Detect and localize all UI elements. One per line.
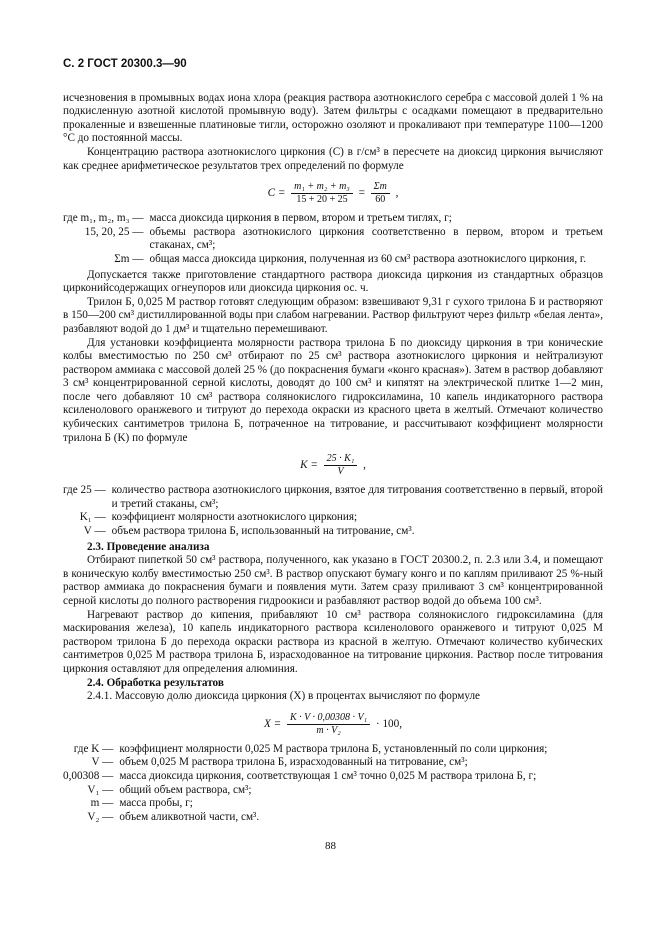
paragraph-8: 2.4.1. Массовую долю диоксида циркония (X) в процентах вычисляют по формуле (87, 690, 480, 703)
formula-3-tail: · 100, (375, 717, 403, 730)
def-2-text-1: количество раствора азотнокислого циркония, взятое для титрования соответственно в первый, второй и третий стаканы, см³; (111, 484, 603, 510)
page-header: С. 2 ГОСТ 20300.3—90 (63, 58, 187, 70)
formula-1-fraction-b (371, 181, 390, 206)
formula-2-numerator: 25 · K₁ (324, 453, 358, 466)
def-3-text-5: масса пробы, г; (119, 797, 193, 810)
page-number: 88 (325, 840, 336, 852)
paragraph-1: исчезновения в промывных водах иона хлора (реакция раствора азотнокислого серебра с массовой долей 1 % на подкисленную азотной кислотой промывную воду). Затем фильтры с осадками помещают в предварительно прокаленные и взвешенные платиновые тигли, осторожно озоляют и прокаливают при температуре 1100—1200 °С до постоянной массы. (63, 91, 603, 145)
paragraph-3: Допускается также приготовление стандартного раствора диоксида циркония из стандартных образцов цирконийсодержащих огнеупоров или диоксида циркония ос. ч. (63, 268, 603, 295)
def-3-text-4: общий объем раствора, см³; (119, 783, 252, 796)
def-3-term-1: где K — (73, 742, 114, 755)
formula-zirconia-fraction (63, 712, 603, 737)
paragraph-5: Для установки коэффициента молярности раствора трилона Б по диоксиду циркония в три конические колбы вместимостью по 250 см³ отбирают по 25 см³ раствора азотнокислого циркония и нейтрализуют раствором аммиака с массовой долей 25 % (до покраснения бумаги «конго красная»). Затем в раствор добавляют 3 см³ концентрированной серной кислоты, доводят до 100 см³ и кипятят на электрической плитке 1—2 мин, после чего добавляют 10 см³ раствора солянокислого гидроксиламина, 10 капель индикаторного раствора ксиленолового оранжевого и титруют до перехода окраски из красного цвета в желтый. Отмечают количество кубических сантиметров трилона Б, потраченное на титрование, и рассчитывают коэффициент молярности трилона Б (K) по формуле (63, 336, 603, 444)
def-1-text-1: масса диоксида циркония в первом, втором и третьем тиглях, г; (149, 212, 452, 225)
paragraph-6: Отбирают пипеткой 50 см³ раствора, полученного, как указано в ГОСТ 20300.2, п. 2.3 или 3.4, и помещают в коническую колбу вместимостью 250 см³. В раствор опускают бумагу конго и по каплям приливают 25 %-ный раствор аммиака до покраснения бумаги и появления мути. Затем сразу приливают 3 см³ концентрированной серной кислоты до полного растворения гидроокиси и разбавляют раствор водой до объема 100 см³. (63, 554, 603, 607)
def-3-term-3: 0,00308 — (63, 769, 114, 782)
section-2-4-heading: 2.4. Обработка результатов (87, 676, 224, 689)
formula-3-fraction (287, 712, 370, 737)
paragraph-4: Трилон Б, 0,025 М раствор готовят следующим образом: взвешивают 9,31 г сухого трилона Б и растворяют в 150—200 см³ дистиллированной воды при слабом нагревании. Раствор фильтруют через фильтр «белая лента», разбавляют водой до 1 дм³ и тщательно перемешивают. (63, 295, 603, 335)
def-3-term-2: V — (91, 756, 114, 769)
document-page (63, 58, 603, 826)
formula-3-numerator: K · V · 0,00308 · V₁ (287, 712, 370, 725)
formula-1-equals: = (358, 187, 365, 200)
formula-1-fraction-a (291, 181, 353, 206)
def-1-text-2: объемы раствора азотнокислого циркония соответственно в первом, втором и третьем стаканах, см³; (149, 225, 603, 252)
formula-3-denominator: m · V₂ (316, 724, 341, 736)
formula-1-denominator-a: 15 + 20 + 25 (296, 194, 348, 206)
formula-3-lhs: X = (263, 717, 282, 730)
def-1-term-1: где m₁, m₂, m₃ — (63, 212, 144, 225)
def-1-term-3: Σm — (114, 252, 144, 265)
formula-2-lhs: K = (300, 459, 318, 472)
def-1-term-2: 15, 20, 25 — (84, 225, 144, 238)
def-3-text-3: масса диоксида циркония, соответствующая 1 см³ точно 0,025 М раствора трилона Б, г; (119, 769, 537, 782)
definitions-1 (63, 212, 603, 266)
definitions-3 (63, 743, 603, 825)
formula-1-denominator-b: 60 (375, 194, 386, 206)
paragraph-2: Концентрацию раствора азотнокислого циркония (C) в г/см³ в пересчете на диоксид циркония вычисляют как среднее арифметическое результатов трех определений по формуле (63, 145, 603, 172)
def-2-text-3: объем раствора трилона Б, использованный на титрование, см³. (111, 525, 415, 538)
formula-1-numerator-b: Σm (371, 181, 390, 194)
def-3-text-1: коэффициент молярности 0,025 М раствора трилона Б, установленный по соли циркония; (119, 742, 548, 755)
def-2-term-3: V — (83, 525, 106, 538)
formula-1-numerator-a: m₁ + m₂ + m₃ (291, 181, 353, 194)
def-3-term-5: m — (90, 797, 114, 810)
formula-concentration (63, 181, 603, 206)
formula-2-denominator: V (337, 466, 344, 478)
formula-molarity (63, 453, 603, 478)
formula-2-fraction (324, 453, 358, 478)
formula-1-lhs: C = (267, 187, 286, 200)
def-2-text-2: коэффициент молярности азотнокислого циркония; (111, 511, 358, 524)
def-1-text-3: общая масса диоксида циркония, полученная из 60 см³ раствора азотнокислого циркония, г. (149, 252, 587, 265)
def-3-term-6: V₂ — (87, 810, 114, 823)
paragraph-7: Нагревают раствор до кипения, прибавляют 10 см³ раствора солянокислого гидроксиламина (для маскирования железа), 10 капель индикаторного раствора ксиленолового оранжевого и титруют 0,025 М раствором трилона Б до перехода окраски раствора из красной в желтую. Отмечают количество кубических сантиметров 0,025 М раствора трилона Б, израсходованное на титрование циркония. Раствор после титрования циркония оставляют для определения алюминия. (63, 608, 603, 675)
formula-1-tail: , (395, 187, 399, 200)
def-3-text-6: объем аликвотной части, см³. (119, 810, 260, 823)
def-2-term-2: K₁ — (79, 511, 106, 524)
def-2-term-1: где 25 — (63, 484, 106, 497)
def-3-term-4: V₁ — (87, 783, 114, 796)
section-2-3-heading: 2.3. Проведение анализа (87, 540, 210, 553)
formula-2-tail: , (363, 459, 366, 472)
definitions-2 (63, 484, 603, 538)
def-3-text-2: объем 0,025 М раствора трилона Б, израсходованный на титрование, см³; (119, 756, 468, 769)
